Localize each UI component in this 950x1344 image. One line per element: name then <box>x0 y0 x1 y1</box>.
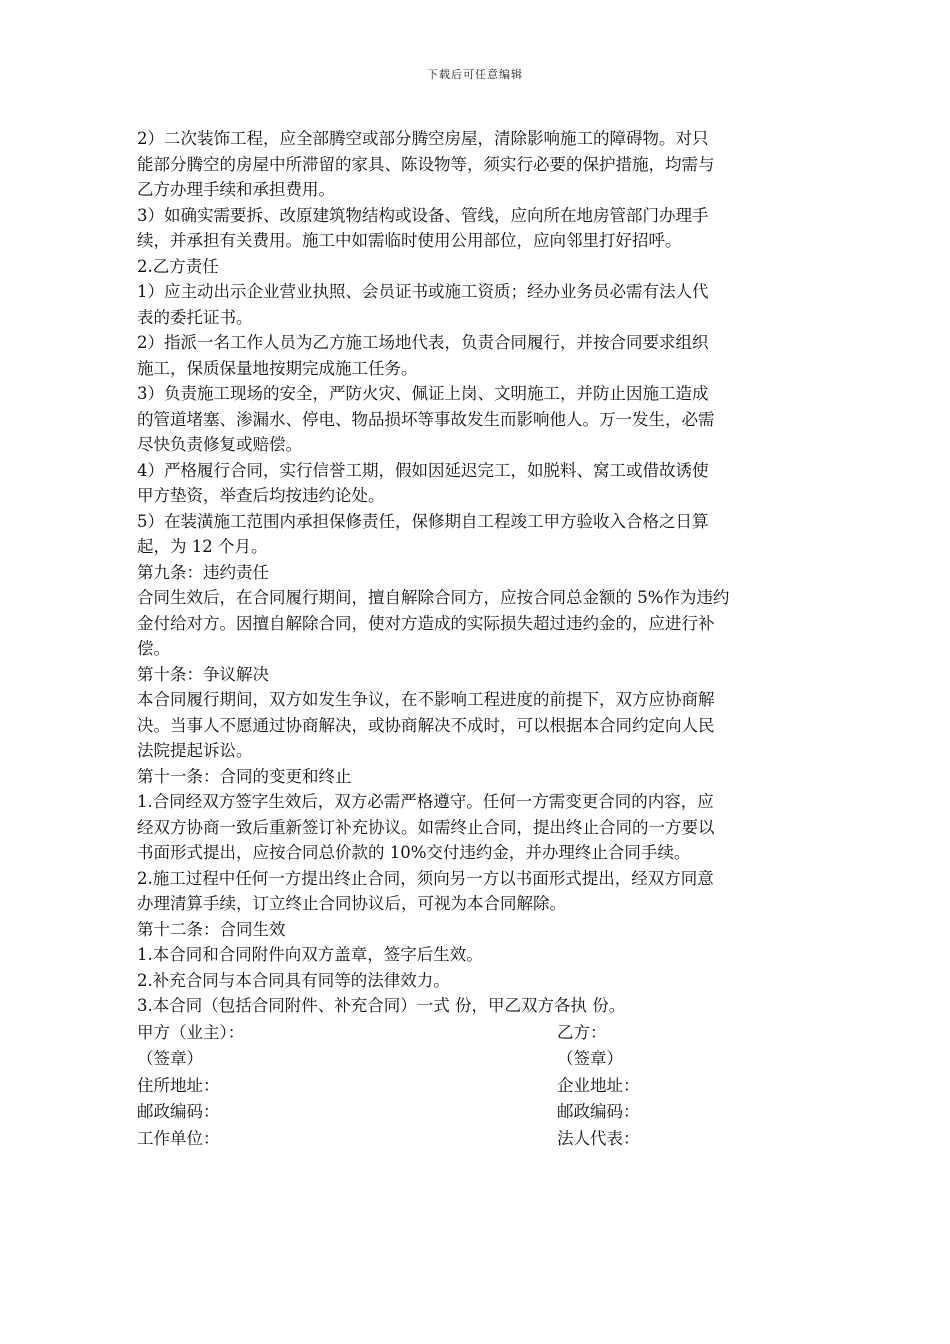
paragraph-line: 经双方协商一致后重新签订补充协议。如需终止合同，提出终止合同的一方要以 <box>137 817 715 837</box>
paragraph-line: 偿。 <box>137 639 170 658</box>
paragraph-line: 金付给对方。因擅自解除合同，使对方造成的实际损失超过违约金的，应进行补 <box>137 613 715 633</box>
party-a-label: 甲方（业主）： <box>137 1022 245 1042</box>
paragraph-line: 4）严格履行合同，实行信誉工期，假如因延迟完工，如脱料、窝工或借故诱使 <box>137 460 709 480</box>
signature-row <box>137 1126 813 1153</box>
paragraph-line: 续，并承担有关费用。施工中如需临时使用公用部位，应向邻里打好招呼。 <box>137 231 682 250</box>
paragraph-line: 尽快负责修复或赔偿。 <box>137 435 302 454</box>
signature-row <box>137 1020 813 1047</box>
page-header: 下载后可任意编辑 <box>427 68 523 81</box>
paragraph-line: 2.补充合同与本合同具有同等的法律效力。 <box>137 970 450 990</box>
paragraph-line: 合同生效后，在合同履行期间，擅自解除合同方，应按合同总金额的 5%作为违约 <box>137 588 730 607</box>
party-a-workplace-label: 工作单位： <box>137 1128 220 1148</box>
party-b-seal-label: （签章） <box>557 1049 623 1068</box>
paragraph-line: 2）指派一名工作人员为乙方施工场地代表，负责合同履行，并按合同要求组织 <box>137 333 709 352</box>
paragraph-line: 1）应主动出示企业营业执照、会员证书或施工资质；经办业务员必需有法人代 <box>137 282 709 301</box>
section-heading: 2.乙方责任 <box>137 256 219 276</box>
paragraph-line: 2）二次装饰工程，应全部腾空或部分腾空房屋，清除影响施工的障碍物。对只 <box>137 129 709 148</box>
party-a-address-label: 住所地址： <box>137 1075 220 1095</box>
party-b-address-label: 企业地址： <box>557 1075 640 1095</box>
article-heading: 第十二条：合同生效 <box>137 919 286 939</box>
paragraph-line: 的管道堵塞、渗漏水、停电、物品损坏等事故发生而影响他人。万一发生，必需 <box>137 409 715 429</box>
paragraph-line: 1.本合同和合同附件向双方盖章，签字后生效。 <box>137 945 483 964</box>
signature-row <box>137 1073 813 1100</box>
paragraph-line: 本合同履行期间，双方如发生争议，在不影响工程进度的前提下，双方应协商解 <box>137 690 715 709</box>
paragraph-line: 3.本合同（包括合同附件、补充合同）一式 份，甲乙双方各执 份。 <box>137 996 626 1015</box>
paragraph-line: 能部分腾空的房屋中所滞留的家具、陈设物等，须实行必要的保护措施，均需与 <box>137 154 715 174</box>
paragraph-line: 2.施工过程中任何一方提出终止合同，须向另一方以书面形式提出，经双方同意 <box>137 868 714 888</box>
paragraph-line: 乙方办理手续和承担费用。 <box>137 180 335 199</box>
paragraph-line: 甲方垫资，举查后均按违约论处。 <box>137 486 385 505</box>
party-b-postcode-label: 邮政编码： <box>557 1102 640 1121</box>
paragraph-line: 起，为 12 个月。 <box>137 537 268 556</box>
party-b-legal-rep-label: 法人代表： <box>557 1128 640 1148</box>
paragraph-line: 3）负责施工现场的安全，严防火灾、佩证上岗、文明施工，并防止因施工造成 <box>137 384 709 403</box>
paragraph-line: 5）在装潢施工范围内承担保修责任，保修期自工程竣工甲方验收入合格之日算 <box>137 511 709 531</box>
article-heading: 第十一条：合同的变更和终止 <box>137 766 352 786</box>
paragraph-line: 决。当事人不愿通过协商解决，或协商解决不成时，可以根据本合同约定向人民 <box>137 715 715 735</box>
party-a-postcode-label: 邮政编码： <box>137 1102 220 1121</box>
article-heading: 第十条：争议解决 <box>137 664 269 684</box>
paragraph-line: 3）如确实需要拆、改原建筑物结构或设备、管线，应向所在地房管部门办理手 <box>137 205 709 225</box>
party-b-label: 乙方： <box>557 1022 607 1042</box>
signature-row <box>137 1099 813 1126</box>
party-a-seal-label: （签章） <box>137 1049 203 1068</box>
document-body <box>137 126 813 1152</box>
signature-block <box>137 1020 813 1153</box>
paragraph-line: 办理清算手续，订立终止合同协议后，可视为本合同解除。 <box>137 894 566 913</box>
article-heading: 第九条：违约责任 <box>137 562 269 582</box>
paragraph-line: 表的委托证书。 <box>137 307 253 327</box>
paragraph-line: 1.合同经双方签字生效后，双方必需严格遵守。任何一方需变更合同的内容，应 <box>137 792 714 811</box>
paragraph-line: 法院提起诉讼。 <box>137 741 253 760</box>
paragraph-line: 书面形式提出，应按合同总价款的 10%交付违约金，并办理终止合同手续。 <box>137 843 691 862</box>
paragraph-line: 施工，保质保量地按期完成施工任务。 <box>137 358 418 378</box>
signature-row <box>137 1046 813 1073</box>
